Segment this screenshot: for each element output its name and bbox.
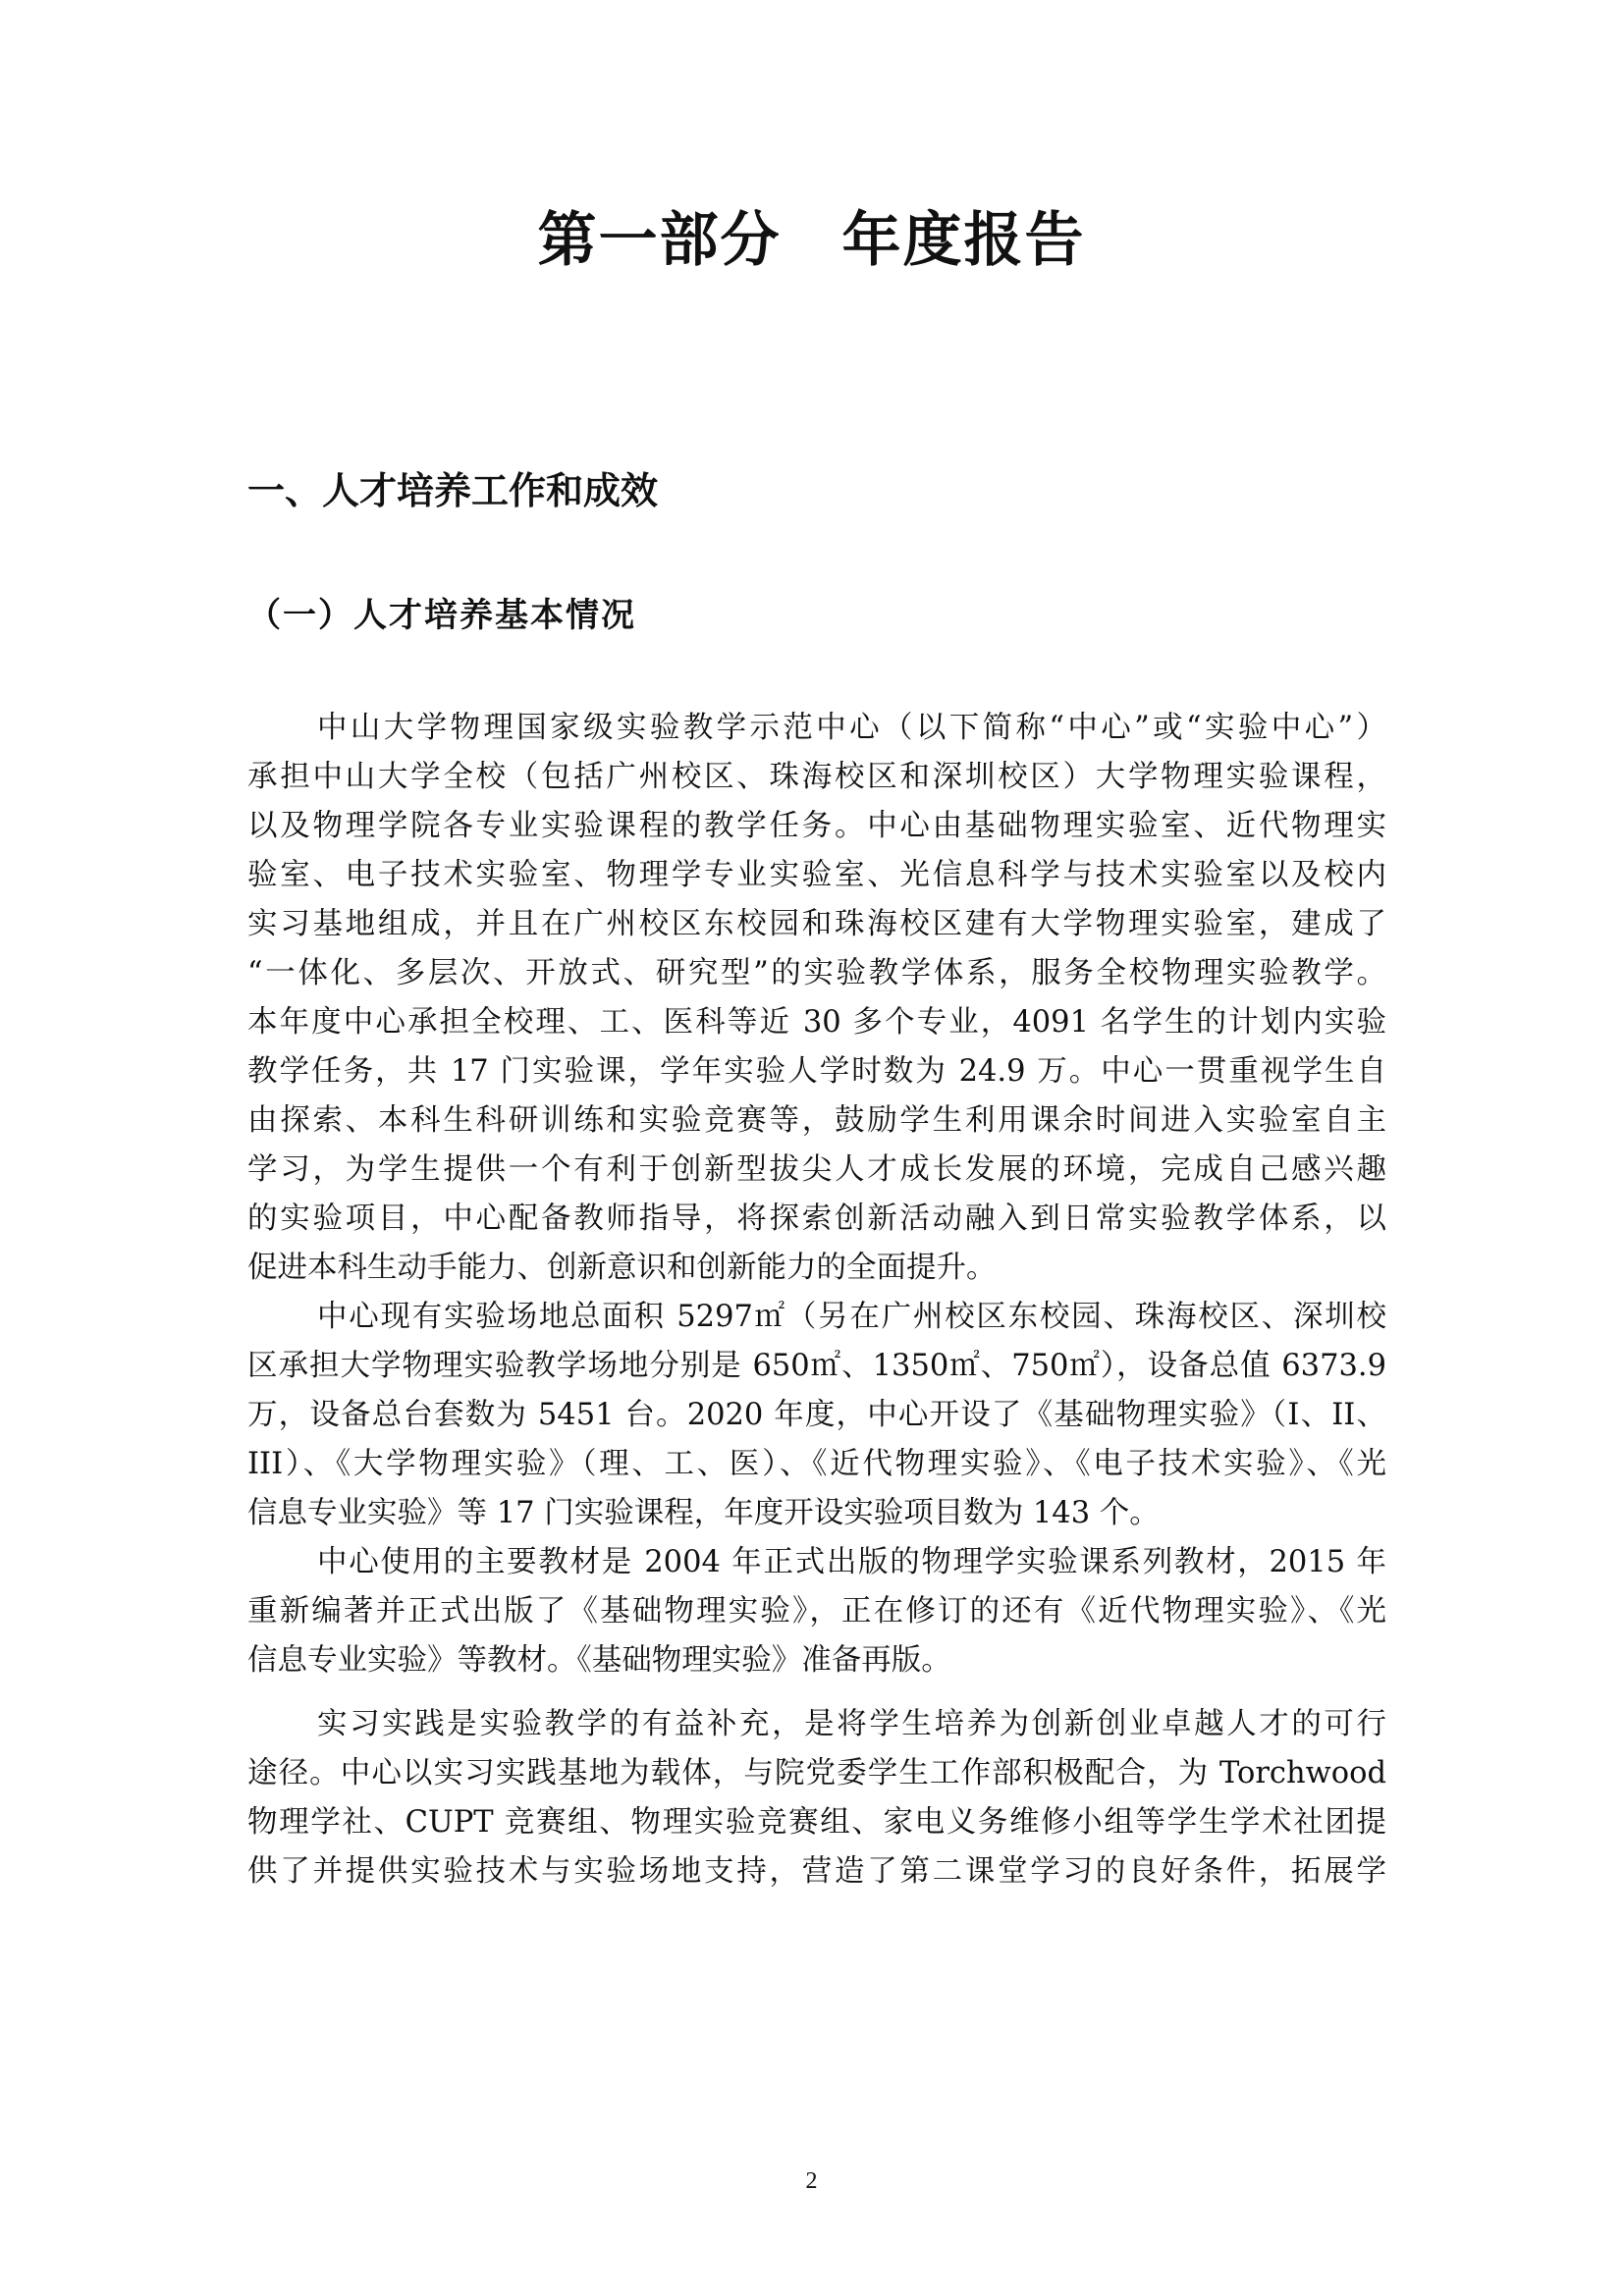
paragraph-line: 万，设备总台套数为 5451 台。2020 年度，中心开设了《基础物理实验》（I、II、 [247,1398,1386,1432]
paragraph-4 [247,1700,1386,1896]
paragraph-line: 教学任务，共 17 门实验课，学年实验人学时数为 24.9 万。中心一贯重视学生自 [247,1054,1386,1089]
paragraph-line: 承担中山大学全校（包括广州校区、珠海校区和深圳校区）大学物理实验课程， [247,760,1386,794]
paragraph-line: III）、《大学物理实验》（理、工、医）、《近代物理实验》、《电子技术实验》、《光 [247,1447,1386,1481]
paragraph-line: 的实验项目，中心配备教师指导，将探索创新活动融入到日常实验教学体系，以 [247,1201,1386,1236]
paragraph-line: 信息专业实验》等教材。《基础物理实验》准备再版。 [247,1643,951,1678]
paragraph-line: 促进本科生动手能力、创新意识和创新能力的全面提升。 [247,1251,997,1285]
subsection-heading: （一）人才培养基本情况 [247,596,636,635]
part-title: 第一部分 年度报告 [537,206,1086,275]
paragraph-line: 重新编著并正式出版了《基础物理实验》，正在修订的还有《近代物理实验》、《光 [247,1594,1386,1629]
paragraph-line: 物理学社、CUPT 竞赛组、物理实验竞赛组、家电义务维修小组等学生学术社团提 [247,1805,1386,1840]
paragraph-line: 实习基地组成，并且在广州校区东校园和珠海校区建有大学物理实验室，建成了 [247,907,1386,941]
section-heading: 一、人才培养工作和成效 [247,469,659,512]
paragraph-line: 途径。中心以实习实践基地为载体，与院党委学生工作部积极配合，为 Torchwood [247,1756,1386,1790]
paragraph-line: 由探索、本科生科研训练和实验竞赛等，鼓励学生利用课余时间进入实验室自主 [247,1103,1386,1138]
paragraph-line: 验室、电子技术实验室、物理学专业实验室、光信息科学与技术实验室以及校内 [247,858,1386,892]
page-number: 2 [805,2168,818,2194]
paragraph-line: 中心使用的主要教材是 2004 年正式出版的物理学实验课系列教材，2015 年 [317,1545,1386,1579]
paragraph-2 [247,1293,1386,1538]
paragraph-line: 实习实践是实验教学的有益补充，是将学生培养为创新创业卓越人才的可行 [317,1707,1386,1741]
paragraph-line: 供了并提供实验技术与实验场地支持，营造了第二课堂学习的良好条件，拓展学 [247,1854,1386,1889]
paragraph-line: 信息专业实验》等 17 门实验课程，年度开设实验项目数为 143 个。 [247,1496,1160,1530]
paragraph-3 [247,1538,1386,1685]
paragraph-line: 区承担大学物理实验教学场地分别是 650㎡、1350㎡、750㎡），设备总值 6373.9 [247,1349,1386,1383]
paragraph-line: 本年度中心承担全校理、工、医科等近 30 多个专业，4091 名学生的计划内实验 [247,1005,1386,1040]
paragraph-line: 中山大学物理国家级实验教学示范中心（以下简称“中心”或“实验中心”） [317,711,1386,745]
paragraph-line: 中心现有实验场地总面积 5297㎡（另在广州校区东校园、珠海校区、深圳校 [317,1300,1386,1334]
paragraph-line: 学习，为学生提供一个有利于创新型拔尖人才成长发展的环境，完成自己感兴趣 [247,1152,1386,1187]
paragraph-line: “一体化、多层次、开放式、研究型”的实验教学体系，服务全校物理实验教学。 [247,956,1386,990]
paragraph-1 [247,704,1386,1293]
paragraph-line: 以及物理学院各专业实验课程的教学任务。中心由基础物理实验室、近代物理实 [247,809,1386,843]
